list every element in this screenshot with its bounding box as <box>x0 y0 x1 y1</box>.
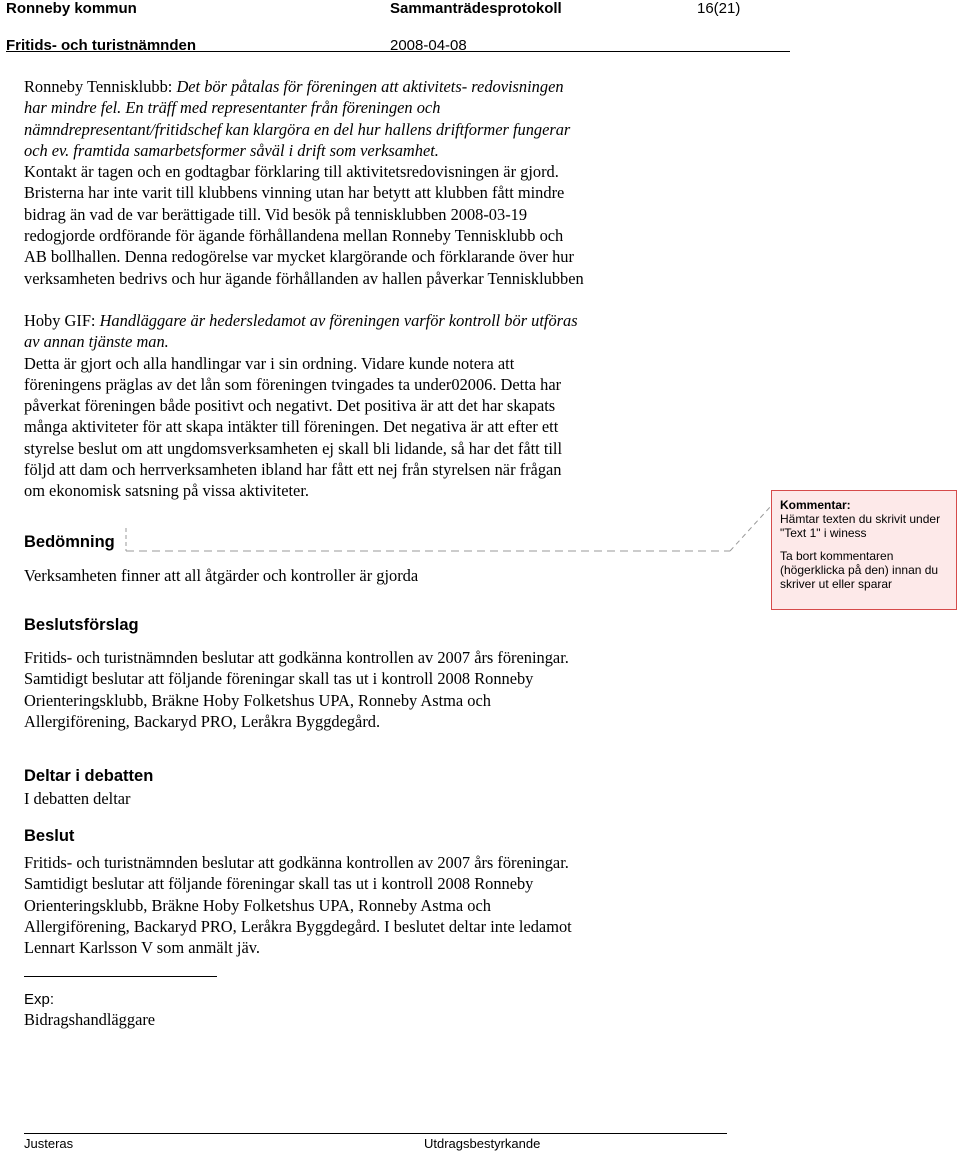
beslutsforslag-line: Orienteringsklubb, Bräkne Hoby Folketshus UPA, Ronneby Astma och <box>24 690 491 710</box>
deltar-text-block <box>24 788 674 809</box>
hoby-line: om ekonomisk satsning på vissa aktiviteter. <box>24 481 309 501</box>
tennis-line: redogjorde ordförande för ägande förhållandena mellan Ronneby Tennisklubb och <box>24 226 564 246</box>
header-doc-type: Sammanträdesprotokoll <box>390 0 562 17</box>
header-rule <box>6 51 790 52</box>
tennis-first-line <box>24 76 674 97</box>
comment-spacer <box>780 540 956 549</box>
footer-justeras: Justeras <box>24 1136 74 1151</box>
beslut-text-block <box>24 852 674 958</box>
tennis-section <box>24 76 674 289</box>
bedomning-text: Verksamheten finner att all åtgärder och kontroller är gjorda <box>24 566 419 585</box>
beslut-line: Fritids- och turistnämnden beslutar att godkänna kontrollen av 2007 års föreningar. <box>24 853 569 872</box>
beslutsforslag-heading: Beslutsförslag <box>24 616 139 634</box>
tennis-italic-line: nämndrepresentant/fritidschef kan klargöra en del hur hallens driftformer fungerar <box>24 119 571 139</box>
exp-recipient: Bidragshandläggare <box>24 1010 156 1029</box>
hoby-italic-line: av annan tjänste man. <box>24 332 169 352</box>
tennis-line: bidrag än vad de var berättigade till. Vid besök på tennisklubben 2008-03-19 <box>24 204 528 224</box>
footer-utdragsbestyrkande: Utdragsbestyrkande <box>424 1136 541 1151</box>
tennis-line: Kontakt är tagen och en godtagbar förklaring till aktivitetsredovisningen är gjord. <box>24 162 559 182</box>
beslut-heading: Beslut <box>24 827 75 845</box>
tennis-line: verksamheten bedrivs och hur ägande förhållanden av hallen påverkar Tennisklubben <box>24 268 584 288</box>
hoby-line: styrelse beslut om att ungdomsverksamheten ej skall bli lidande, så har det fått till <box>24 438 563 458</box>
header-municipality: Ronneby kommun <box>6 0 137 17</box>
comment-title: Kommentar: <box>780 498 851 512</box>
tennis-italic-line: och ev. framtida samarbetsformer såväl i drift som verksamhet. <box>24 140 439 160</box>
header-committee: Fritids- och turistnämnden <box>6 37 197 54</box>
tennis-line: Bristerna har inte varit till klubbens vinning utan har betytt att klubben fått mindre <box>24 183 565 203</box>
hoby-line: påverkat föreningen både positivt och negativt. Det positiva är att det har skapats <box>24 396 556 416</box>
tennis-italic-line: har mindre fel. En träff med representanter från föreningen och <box>24 98 441 118</box>
header-page-number: 16(21) <box>697 0 741 17</box>
hoby-section <box>24 310 674 502</box>
comment-line: Hämtar texten du skrivit under <box>780 512 941 526</box>
comment-line: Ta bort kommentaren <box>780 549 894 563</box>
hoby-line: Detta är gjort och alla handlingar var i sin ordning. Vidare kunde notera att <box>24 353 515 373</box>
hoby-lead: Hoby GIF: <box>24 311 100 330</box>
beslut-line: Orienteringsklubb, Bräkne Hoby Folketshus UPA, Ronneby Astma och <box>24 895 491 915</box>
bedomning-text-block <box>24 565 674 586</box>
exp-recipient-block <box>24 1009 674 1030</box>
beslut-line: Lennart Karlsson V som anmält jäv. <box>24 938 260 958</box>
footer-rule <box>24 1133 727 1134</box>
beslutsforslag-line: Samtidigt beslutar att följande föreningar skall tas ut i kontroll 2008 Ronneby <box>24 669 534 689</box>
beslutsforslag-line: Fritids- och turistnämnden beslutar att godkänna kontrollen av 2007 års föreningar. <box>24 648 569 667</box>
signature-rule <box>24 976 217 977</box>
comment-balloon[interactable] <box>771 490 957 610</box>
deltar-text: I debatten deltar <box>24 789 131 808</box>
hoby-first-line <box>24 310 674 331</box>
beslutsforslag-text-block <box>24 647 674 732</box>
comment-line: "Text 1" i winess <box>780 526 867 540</box>
comment-line: skriver ut eller sparar <box>780 577 893 591</box>
beslutsforslag-line: Allergiförening, Backaryd PRO, Leråkra Byggdegård. <box>24 711 381 731</box>
exp-label: Exp: <box>24 991 55 1008</box>
tennis-lead: Ronneby Tennisklubb: <box>24 77 177 96</box>
hoby-line: många aktiviteter för att skapa intäkter till föreningen. Det negativa är att efter ett <box>24 417 559 437</box>
bedomning-heading: Bedömning <box>24 533 115 551</box>
beslut-line: Allergiförening, Backaryd PRO, Leråkra Byggdegård. I beslutet deltar inte ledamot <box>24 916 572 936</box>
deltar-heading: Deltar i debatten <box>24 767 154 785</box>
hoby-line: föreningens präglas av det lån som föreningen tvingades ta under02006. Detta har <box>24 374 562 394</box>
tennis-line: AB bollhallen. Denna redogörelse var mycket klargörande och förklarande över hur <box>24 247 574 267</box>
hoby-line: följd att dam och herrverksamheten ibland har fått ett nej från styrelsen när frågan <box>24 460 562 480</box>
header-date: 2008-04-08 <box>390 37 467 54</box>
hoby-italic-line: Handläggare är hedersledamot av föreningen varför kontroll bör utföras <box>99 311 578 330</box>
beslut-line: Samtidigt beslutar att följande föreningar skall tas ut i kontroll 2008 Ronneby <box>24 874 534 894</box>
comment-line: (högerklicka på den) innan du <box>780 563 939 577</box>
tennis-italic-line: Det bör påtalas för föreningen att aktivitets- redovisningen <box>176 77 564 96</box>
